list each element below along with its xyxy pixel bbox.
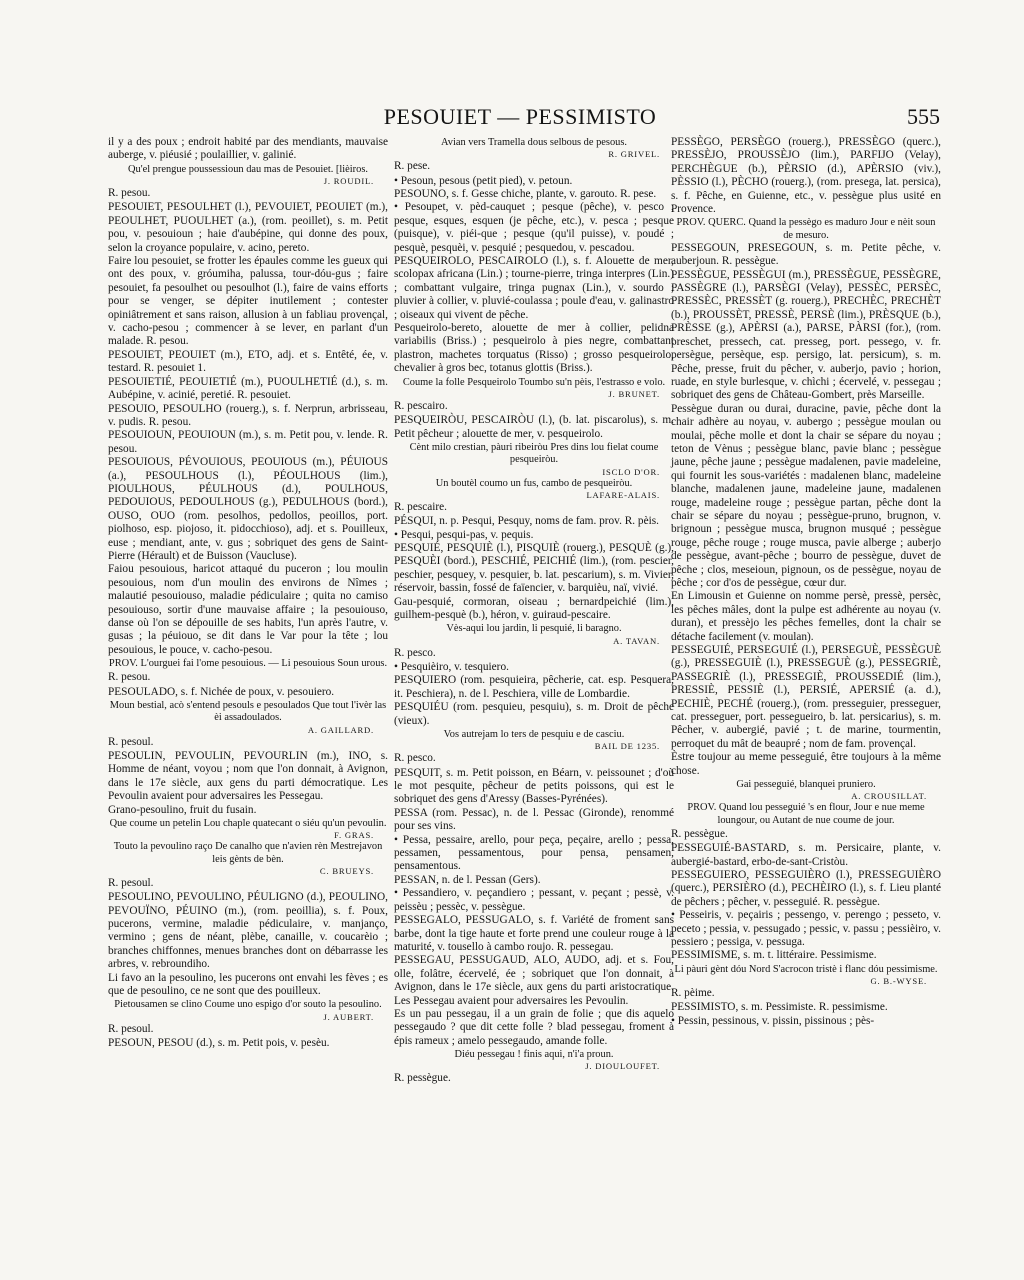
dictionary-entry: PESSEGALO, PESSUGALO, s. f. Variété de froment sans barbe, dont la tige haute et forte prend une couleur rouge à la maturité, v. tousello à cambo roujo. R. pessegau.	[394, 914, 674, 953]
quotation: Moun bestial, acò s'entend pesouls e pesoulados Que tout l'ivèr las èi assadoulados.	[109, 700, 387, 724]
dictionary-entry: PÉSQUI, n. p. Pesqui, Pesquy, noms de fam. prov. R. pèis.	[394, 515, 659, 528]
paragraph: Èstre toujour au meme pesseguié, être toujours à la même chose.	[671, 751, 941, 777]
quotation: Qu'el prengue poussessioun dau mas de Pesouiet. [lièiros.	[128, 163, 368, 175]
dictionary-entry: PESQUEIRÒU, PESCAIRÒU (l.), (b. lat. piscarolus), s. m. Petit pêcheur ; alouette de mer, v. pesqueirolo.	[394, 414, 674, 440]
dictionary-entry: PESOUIET, PEOUIET (m.), ETO, adj. et s. Entêté, ée, v. testard. R. pesouiet 1.	[108, 348, 388, 375]
dictionary-entry: PESOUNO, s. f. Gesse chiche, plante, v. garouto. R. pese.	[394, 188, 657, 201]
dictionary-entry: PESOULINO, PEVOULINO, PÉULIGNO (d.), PEOULINO, PEVOUÏNO, PÉUINO (m.), (rom. peoillia), s. f. Poux, pucerons, vermine, maladie pédiculaire, v. manjanço, vermino ; gens de néant, plèbe, canaille, v. coucarèio ; branches chiffonnes, menues branches dont on débarrasse les arbres, v. rebroundiho.	[108, 891, 388, 971]
paragraph: • Pesseiris, v. peçairis ; pessengo, v. perengo ; pesseto, v. peceto ; pessia, v. pessugado ; pessic, v. passu ; pessièiro, v. pessiero ; pessiga, v. pessuga.	[671, 909, 941, 948]
dictionary-entry: PESOUIETIÉ, PEOUIETIÉ (m.), PUOULHETIÉ (d.), s. m. Aubépine, v. acinié, peretié. R. pesouiet.	[108, 375, 388, 402]
page-header	[100, 104, 940, 136]
dictionary-entry: PESQUIÉ, PESQUIÈ (l.), PISQUIÈ (rouerg.), PESQUÈ (g.), PESQUÈI (bord.), PESCHIÉ, PEICHIÉ (lim.), (rom. pescier, peschier, pesquey, v. pesquier, b. lat. pescarium), s. m. Vivier, réservoir, bassin, fossé de faïencier, v. barquièu, naï, vivié.	[394, 541, 674, 595]
etymology-reference: R. pessègue.	[671, 827, 728, 840]
quotation-author: G. B.-WYSE.	[870, 975, 927, 986]
etymology-reference: R. pesoul.	[108, 876, 154, 889]
dictionary-entry: PESSEGUIÉ-BASTARD, s. m. Persicaire, plante, v. aubergié-bastard, erbo-de-sant-Cristòu.	[671, 842, 941, 868]
dictionary-entry: PESSIMISTO, s. m. Pessimiste. R. pessimisme.	[671, 1001, 888, 1014]
etymology-reference: R. pèime.	[671, 986, 715, 999]
quotation-author: ISCLO D'OR.	[602, 466, 660, 477]
quotation-author: J. AUBERT.	[323, 1011, 374, 1022]
quotation-author: A. GAILLARD.	[307, 724, 374, 735]
quotation: PROV. Quand lou pesseguié 's en flour, Jour e nue meme loungour, ou Autant de nue coume de jour.	[687, 802, 925, 826]
dictionary-entry: PESOUIOUN, PEOUIOUN (m.), s. m. Petit pou, v. lende. R. pesou.	[108, 429, 388, 455]
dictionary-entry: PESQUEIROLO, PESCAIROLO (l.), s. f. Alouette de mer, scolopax africana (Lin.) ; tourne-pierre, tringa interpres (Lin.) ; combattant vulgaire, tringa pugnax (Lin.), v. sourdo ; pluvier à collier, v. pluvié-coulassa ; poule d'eau, v. galinastro ; oiseaux qui vivent de pêche.	[394, 255, 674, 321]
dictionary-entry: PESSÈGUE, PESSÈGUI (m.), PRESSÈGUE, PESSÈGRE, PASSÈGRE (l.), PARSÈGI (Velay), PESSÈC, PERSÈC, PRESSÈC, PRESSÈT (g. rouerg.), PRECHÈC, PRECHÈT (b.), PROUSSÈT, PRESSÈ, PERSÈ (lim.), PRÈSQUE (b.), PRÈSSE (g.), APÈRSI (a.), PARSE, PÀRSI (for.), (rom. preschet, pressech, cat. presseg, port. pessego, v. fr. persègue, persèque, esp. persigo, lat. persicum), s. m. Pêche, presse, fruit du pêcher, v. auberjo, pavio ; horion, ruade, en style burlesque, v. chìchi ; écervelé, v. pessegau ; sobriquet des gens de Château-Gombert, près Marseille.	[671, 268, 941, 402]
etymology-reference: R. pesco.	[394, 752, 436, 765]
quotation-author: A. TAVAN.	[613, 635, 660, 646]
etymology-reference: R. pesou.	[108, 671, 151, 684]
dictionary-entry: PESSAN, n. de l. Pessan (Gers).	[394, 873, 541, 886]
paragraph: • Pesoupet, v. pèd-cauquet ; pesque (pêche), v. pesco ; pesque, esques, esquen (je pêche, etc.), v. pesca ; pesque (puisque), v. piéi-que ; pesque (qu'il puisse), v. poudé ; pesquè, pesquèi, v. pesquié ; pesquedou, v. pescadou.	[394, 201, 674, 254]
paragraph: Gau-pesquié, cormoran, oiseau ; bernardpeichié (lim.), guilhem-pesquè (b.), héron, v. guiraud-pescaire.	[394, 595, 674, 621]
paragraph: Grano-pesoulino, fruit du fusain.	[108, 803, 257, 816]
dictionary-entry: PESSEGAU, PESSUGAUD, ALO, AUDO, adj. et s. Fou, olle, folâtre, écervelé, ée ; sobriquet que l'on donnait, à Avignon, dans le 17e siècle, aux gens du parti aristocratique. Les Pessegau avaient pour adversaires les Pevoulin.	[394, 954, 674, 1007]
dictionary-entry: PESOUIET, PESOULHET (l.), PEVOUIET, PEOUIET (m.), PEOULHET, PUOULHET (a.), (rom. peoillet), s. m. Petit pou, v. pesouioun ; haie d'aubépine, qui donne des poux, selon la croyance populaire, v. acino, pereto.	[108, 201, 388, 254]
paragraph: • Pesquièiro, v. tesquiero.	[394, 661, 509, 673]
paragraph: Faiou pesouious, haricot attaqué du puceron ; lou moulin pesouious, nom d'un moulin des environs de Nîmes ; malautié pesouiouso, maladie pédiculaire ; quita no camiso pesouiouso, sortir d'une mauvaise affaire ; la pesouiouso, danse où l'on se dépouille de ses habits, l'un après l'autre, v. gusas ; la péuiouo, se dit dans le Var pour la tête ; lou pesouious, le pouce, v. cacho-pesou.	[108, 563, 388, 656]
paragraph: Faire lou pesouiet, se frotter les épaules comme les gueux qui ont des poux, v. gróumiha, palussa, tour-dóu-gus ; faire pesouiet, fa pesoulhet ou pesoulhot (l.), faire de vains efforts pour se venger, se dépiter inutilement ; contester opiniâtrement et sans raison, allusion à un fabliau provençal, v. cacho-pesou ; commencer à se lever, en parlant d'un malade. R. pesou.	[108, 255, 388, 348]
etymology-reference: R. pescairo.	[394, 399, 448, 412]
etymology-reference: R. pesco.	[394, 646, 436, 659]
dictionary-entry: PESOUIOUS, PÉVOUIOUS, PEOUIOUS (m.), PÉUIOUS (a.), PESOULHOUS (l.), PÉOULHOUS (lim.), PIOULHOUS, PÉULHOUS (d.), POULHOUS, PEDOUIOUS, PEDOULHOUS (g.), PEDULHOUS (bord.), OUSO, OUO (rom. pesolhos, pedollos, peoillos, port. piolhoso, esp. piojoso, it. pidocchioso), adj. et s. Pouilleux, euse ; mendiant, ante, v. gus ; sobriquet des gens de Saint-Pierre (Hérault) et de Buisson (Vaucluse).	[108, 456, 388, 562]
paragraph: En Limousin et Guienne on nomme persè, pressè, persèc, les pêches mâles, dont la pulpe est adhérente au noyau (v. duran), et pressèjo les pêches femelles, dont la chair se détache facilement (v. moulan).	[671, 590, 941, 643]
quotation-author: J. DIOULOUFET.	[585, 1061, 660, 1072]
quotation-author: F. GRAS.	[334, 830, 374, 841]
quotation-author: C. BRUEYS.	[319, 865, 374, 876]
dictionary-entry: PESOULADO, s. f. Nichée de poux, v. pesouiero.	[108, 685, 335, 698]
dictionary-entry: PESSIMISME, s. m. t. littéraire. Pessimisme.	[671, 949, 877, 962]
quotation-author: J. ROUDIL.	[323, 176, 374, 187]
paragraph: • Pessa, pessaire, arello, pour peça, peçaire, arello ; pessa, pessamen, pessamentous, pour pensa, pensamen, pensamentous.	[394, 833, 674, 873]
quotation-author: R. GRIVEL.	[608, 149, 660, 160]
etymology-reference: R. pescaire.	[394, 500, 448, 513]
quotation: Que coume un petelin Lou chaple quatecant o siéu qu'un pevoulin.	[109, 818, 387, 830]
etymology-reference: R. pessègue.	[394, 1072, 451, 1085]
quotation-author: LAFARE-ALAIS.	[586, 489, 660, 500]
paragraph: • Pesqui, pesqui-pas, v. pequis.	[394, 528, 534, 541]
page-number: 555	[907, 104, 940, 129]
quotation: Diéu pessegau ! finis aqui, n'i'a proun.	[454, 1049, 614, 1061]
dictionary-entry: PESSÈGO, PERSÈGO (rouerg.), PRESSÈGO (querc.), PRESSÈJO, PROUSSÈJO (lim.), PARFIJO (Velay), PERCHÈGUE (b.), PÈRSIO (d.), APÈRSIO (viv.), PÈSSIO (l.), PÈCHO (rouerg.), (rom. presega, lat. persica), s. f. Pêche, en Guienne, etc., v. pessègue plus usité en Provence.	[671, 136, 941, 216]
quotation: Touto la pevoulino raço De canalho que n'avien rèn Mestrejavon leis gènts de bèn.	[113, 841, 383, 865]
quotation: Li pàuri gènt dóu Nord S'acrocon tristè i flanc dóu pessimisme.	[674, 963, 938, 975]
dictionary-entry: PESSEGUIERO, PESSEGUIÈRO (l.), PRESSEGUIÈRO (querc.), PERSIÈRO (d.), PECHÈIRO (l.), s. f. Lieu planté de pêchers ; pêcher, v. pesseguié. R. pessègue.	[671, 868, 941, 908]
paragraph: • Pesoun, pesous (petit pied), v. petoun.	[394, 174, 573, 187]
column-left	[108, 136, 388, 1050]
etymology-reference: R. pesoul.	[108, 735, 154, 748]
paragraph: • Pessin, pessinous, v. pissin, pissinous ; pès-	[671, 1014, 875, 1027]
etymology-reference: R. pese.	[394, 160, 431, 173]
quotation-author: J. BRUNET.	[608, 388, 660, 399]
etymology-reference: R. pesou.	[108, 187, 151, 200]
column-middle	[394, 136, 674, 1087]
quotation: Gai pesseguié, blanquei pruniero.	[736, 779, 876, 791]
quotation: Cènt milo crestian, pàuri ribeiròu Pres dins lou fielat coume pesqueiròu.	[409, 442, 659, 466]
dictionary-entry: PESQUIT, s. m. Petit poisson, en Béarn, v. peissounet ; d'où le mot pesquite, pêcheur de petits poissons, qui est le sobriquet des gens d'Aressy (Basses-Pyrénées).	[394, 766, 674, 806]
quotation: Coume la folle Pesqueirolo Toumbo su'n pèis, l'estrasso e volo.	[402, 376, 666, 388]
dictionary-entry: PESOULIN, PEVOULIN, PEVOURLIN (m.), INO, s. Homme de néant, voyou ; nom que l'on donnait, à Avignon, dans le 17e siècle, aux gens du parti démocratique. Les Pevoulin avaient pour adversaires les Pessegau.	[108, 750, 388, 803]
dictionary-entry: PESQUIÉU (rom. pesquieu, pesquiu), s. m. Droit de pêche (vieux).	[394, 701, 674, 727]
dictionary-entry: PESQUIERO (rom. pesquieira, pêcherie, cat. esp. Pesquera, it. Peschiera), n. de l. Peschiera, ville de Lombardie.	[394, 674, 674, 700]
quotation-author: A. CROUSILLAT.	[851, 791, 927, 802]
dictionary-entry: PESSEGOUN, PRESEGOUN, s. m. Petite pêche, v. auberjoun. R. pessègue.	[671, 241, 941, 268]
paragraph: Es un pau pessegau, il a un grain de folie ; que dis aquelo pessegaudo ? que dit cette folle ? blad pessegau, froment à épis rameux ; amelo pessegaudo, amande folle.	[394, 1007, 674, 1047]
paragraph: Li favo an la pesoulino, les pucerons ont envahi les fèves ; es que de pesoulino, ce ne sont que des pouilleux.	[108, 971, 388, 997]
quotation-author: BAIL DE 1235.	[594, 741, 660, 752]
paragraph: Pessègue duran ou durai, duracine, pavie, pêche dont la chair adhère au noyau, v. aubergo ; pessègue moulan ou moulai, pêche molle et dont la chair se sépare du noyau ; teton de Vènus ; pessègue blanc, pavie blanc ; pessègue jaune, pêche jaune ; pessègue madalenen, pavie madeleine, qui fournit les sous-variétés : madalenen blanc, madeleine blanche, madalenen jaune, madeleine jaune, madalenen rouge, madeleine rouge ; pessègue partan, pêche dont la chair se sépare du noyau ; pessègue-pruno, brugnon, v. brignoun ; pessègue musca, brugnon musqué ; pessègue rouge, pêche rouge ; rouge musca, pavie alberge ; auberjo de pessègue, avant-pêche ; bourro de pessègue, duvet de pêche ; clos, meseioun, pignoun, os de pessègue, noyau de pêche ; cor d'os de pessègue, cœur dur.	[671, 402, 941, 589]
quotation: Pietousamen se clino Coume uno espigo d'or souto la pesoulino.	[114, 999, 382, 1011]
quotation: Avian vers Tramella dous selbous de pesous.	[441, 137, 627, 148]
quotation: Vos autrejam lo ters de pesquiu e de casciu.	[443, 729, 625, 741]
running-title: PESOUIET — PESSIMISTO	[383, 104, 657, 129]
quotation: Vès-aqui lou jardin, li pesquié, li baragno.	[446, 623, 622, 635]
dictionary-entry: PESOUIO, PESOULHO (rouerg.), s. f. Nerprun, arbrisseau, v. pudis. R. pesou.	[108, 402, 388, 428]
paragraph: • Pessandiero, v. peçandiero ; pessant, v. peçant ; pessè, v. peissèu ; pessèc, v. pessègue.	[394, 887, 674, 913]
dictionary-entry: PESSEGUIÉ, PERSEGUIÉ (l.), PERSEGUÈ, PESSÈGUÈ (g.), PRESSEGUIÈ (l.), PRESSEGUÈ (g.), PESSEGRIÈ, PASSEGRIÈ (l.), PRESSEGIÈ, PROUSSEDIÉ (lim.), PRESSIÈ, PESSIÈ (l.), PERSIÉ, APERSIÉ (a. d.), PECHIÈ, PECHÉ (rouerg.), (rom. presseguier, presseguer, cat. presseguer, port. pessegueiro, b. lat. persicarius), s. m. Pêcher, v. aubergié, pavié ; t. de marine, tourmentin, perroquet du mât de beaupré ; nom de fam. provençal.	[671, 644, 941, 750]
paragraph: il y a des poux ; endroit habité par des mendiants, mauvaise auberge, v. piéusié ; poulaillier, v. galinié.	[108, 136, 388, 162]
dictionary-entry: PESOUN, PESOU (d.), s. m. Petit pois, v. pesèu.	[108, 1036, 330, 1049]
quotation: PROV. L'ourguei fai l'ome pesouious. — Li pesouious Soun urous.	[108, 658, 388, 670]
paragraph: Pesqueirolo-bereto, alouette de mer à collier, pelidna variabilis (Briss.) ; pesqueirolo à pies negre, combattant plastron, machetes torquatus (Risso) ; grosso pesqueirolo, chevalier à gros bec, totanus glottis (Briss.).	[394, 322, 674, 375]
quotation: PROV. QUERC. Quand la pessègo es maduro Jour e nèit soun de mesuro.	[676, 217, 936, 241]
quotation: Un boutèl coumo un fus, cambo de pesqueiròu.	[435, 477, 633, 489]
column-right	[671, 136, 941, 1028]
etymology-reference: R. pesoul.	[108, 1022, 154, 1035]
dictionary-entry: PESSA (rom. Pessac), n. de l. Pessac (Gironde), renommé pour ses vins.	[394, 806, 674, 833]
